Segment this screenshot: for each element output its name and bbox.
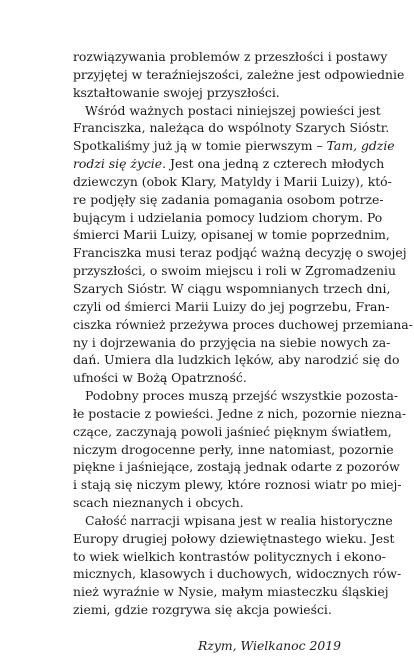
paragraph-2-line-8: śmierci Marii Luizy, opisanej w tomie poprzednim,	[73, 227, 390, 243]
paragraph-4-line-2: Europy drugiej połowy dziewiętnastego wieku. Jest	[73, 530, 395, 546]
paragraph-2-line-12: czyli od śmierci Marii Luizy do jej pogrzebu, Fran-	[73, 298, 390, 314]
book-title-part-2: rodzi się życie	[73, 156, 163, 172]
paragraph-1-line-2: przyjętej w teraźniejszości, zależne jest odpowiednie	[73, 66, 405, 82]
paragraph-4-line-4: micznych, klasowych i duchowych, widocznych rów-	[73, 566, 402, 582]
paragraph-2-line-16: ufności w Bożą Opatrzność.	[73, 370, 247, 386]
book-title-part-1: Tam, gdzie	[326, 138, 395, 154]
paragraph-4-line-3: to wiek wielkich kontrastów politycznych i ekono-	[73, 548, 386, 564]
paragraph-3-line-4: niczym drogocenne perły, inne natomiast, pozornie	[73, 441, 394, 457]
paragraph-2-line-5: dziewczyn (obok Klary, Matyldy i Marii Luizy), któ-	[73, 173, 392, 189]
paragraph-1-line-3: kształtowanie swojej przyszłości.	[73, 84, 280, 100]
paragraph-3-line-1: Podobny proces muszą przejść wszystkie pozosta-	[85, 388, 399, 404]
paragraph-2-line-10: przyszłości, o swoim miejscu i roli w Zgromadzeniu	[73, 263, 396, 279]
body-text	[73, 48, 413, 655]
signature: Rzym, Wielkanoc 2019	[197, 637, 341, 653]
paragraph-2-line-1: Wśród ważnych postaci niniejszej powieści jest	[85, 102, 381, 118]
paragraph-3-line-3: czące, zaczynają powoli jaśnieć pięknym światłem,	[73, 423, 392, 439]
paragraph-4-line-1: Całość narracji wpisana jest w realia historyczne	[85, 512, 393, 528]
paragraph-4-line-5: nież wyraźnie w Nysie, małym miasteczku śląskiej	[73, 584, 389, 600]
paragraph-2-line-14: ny i dojrzewania do przyjęcia na siebie nowych za-	[73, 334, 391, 350]
paragraph-2-line-2: Franciszka, należąca do wspólnoty Szarych Sióstr.	[73, 120, 390, 136]
paragraph-2-line-4-text: . Jest ona jedną z czterech młodych	[162, 156, 385, 172]
paragraph-2-line-7: bującym i udzielania pomocy ludziom chorym. Po	[73, 209, 383, 225]
paragraph-3-line-5: piękne i jaśniejące, zostają jednak odarte z pozorów	[73, 459, 400, 475]
paragraph-2-line-13: ciszka również przeżywa proces duchowej przemiana-	[73, 316, 413, 332]
paragraph-2-line-15: dań. Umiera dla ludzkich lęków, aby narodzić się do	[73, 352, 400, 368]
paragraph-2-line-6: re podjęły się zadania pomagania osobom potrze-	[73, 191, 384, 207]
paragraph-3-line-6: i stają się niczym plewy, które roznosi wiatr po miej-	[73, 477, 402, 493]
paragraph-2-line-3-text: Spotkaliśmy już ją w tomie pierwszym –	[73, 138, 327, 154]
paragraph-3-line-7: scach nieznanych i obcych.	[73, 495, 244, 511]
paragraph-2-line-9: Franciszka musi teraz podjąć ważną decyzję o swojej	[73, 245, 407, 261]
paragraph-2-line-4	[73, 155, 385, 173]
paragraph-3-line-2: łe postacie z powieści. Jedne z nich, pozornie niezna-	[73, 405, 407, 421]
paragraph-1-line-1: rozwiązywania problemów z przeszłości i postawy	[73, 49, 388, 64]
paragraph-2-line-3	[73, 137, 395, 155]
paragraph-4-line-6: ziemi, gdzie rozgrywa się akcja powieści.	[73, 602, 332, 618]
paragraph-2-line-11: Szarych Sióstr. W ciągu wspomnianych trzech dni,	[73, 280, 391, 296]
